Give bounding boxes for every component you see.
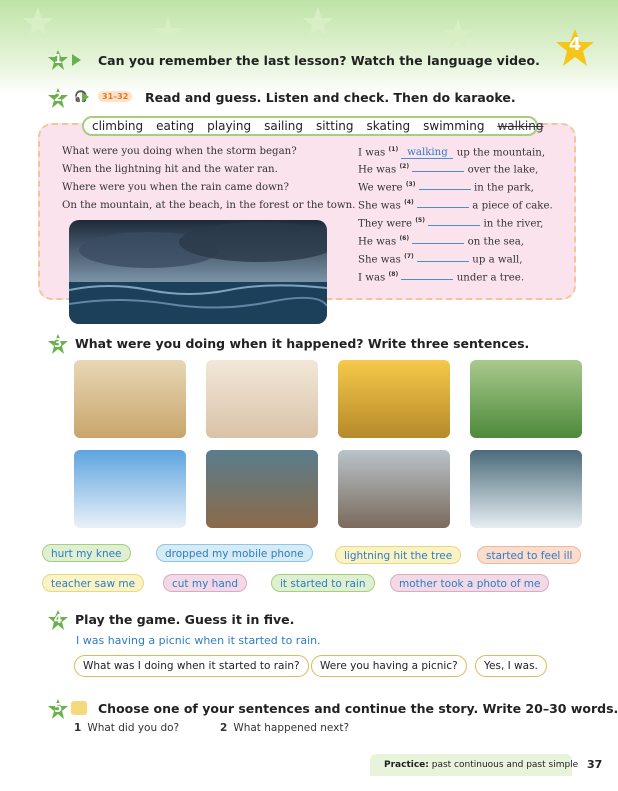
phrase-chip: it started to rain — [271, 574, 375, 592]
phrase-chip: cut my hand — [163, 574, 247, 592]
star-decoration: ★ — [150, 10, 186, 56]
gap-line: She was $^{(4)}$ a piece of cake. — [358, 199, 553, 212]
exercise-number-4: 4 — [48, 610, 68, 630]
headphones-icon: 🎧 — [74, 90, 88, 103]
gap-line: I was $^{(1)}$ walking up the mountain, — [358, 146, 546, 159]
audio-track-number: 31–32 — [98, 91, 132, 102]
speech-bubble: What was I doing when it started to rain? — [74, 655, 309, 677]
photo-two-boys — [338, 450, 450, 528]
word-bank-item: sitting — [315, 119, 354, 133]
speech-bubble: Were you having a picnic? — [311, 655, 467, 677]
question-item: 1 What did you do? — [74, 722, 180, 734]
unit-badge — [555, 28, 595, 68]
exercise-number-2: 2 — [48, 88, 68, 108]
speech-bubble: Yes, I was. — [475, 655, 547, 677]
star-decoration: ★ — [20, 0, 56, 46]
gap-line: He was $^{(2)}$ over the lake, — [358, 163, 539, 176]
answer-blank[interactable] — [419, 189, 471, 190]
answer-blank[interactable] — [412, 243, 464, 244]
gap-line: I was $^{(8)}$ under a tree. — [358, 271, 525, 284]
star-decoration: ★ — [440, 12, 476, 58]
phrase-chip: hurt my knee — [42, 544, 131, 562]
photo-woodwork — [206, 450, 318, 528]
exercise-3-title: What were you doing when it happened? Write three sentences. — [75, 336, 530, 351]
photo-skiing — [74, 450, 186, 528]
word-bank-item: eating — [156, 119, 195, 133]
exercise-4-title: Play the game. Guess it in five. — [75, 612, 295, 627]
word-bank-item: skating — [366, 119, 411, 133]
writing-icon — [71, 701, 87, 715]
exercise-5-title: Choose one of your sentences and continue the story. Write 20–30 words. — [98, 701, 618, 716]
example-sentence: I was having a picnic when it started to rain. — [76, 634, 321, 647]
phrase-chip: lightning hit the tree — [335, 546, 461, 564]
phrase-chip: started to feel ill — [477, 546, 581, 564]
photo-football — [470, 360, 582, 438]
storm-photo — [69, 220, 327, 324]
lyric-line: On the mountain, at the beach, in the forest or the town. — [62, 200, 356, 211]
exercise-number-5: 5 — [48, 699, 68, 719]
practice-footer: Practice: past continuous and past simple — [370, 754, 572, 776]
page-number: 37 — [587, 758, 603, 771]
word-bank-item: sailing — [264, 119, 303, 133]
answer-blank[interactable] — [412, 171, 464, 172]
exercise-number-3: 3 — [48, 334, 68, 354]
answer-blank[interactable]: walking — [401, 147, 453, 159]
gap-line: They were $^{(5)}$ in the river, — [358, 217, 544, 230]
gap-line: She was $^{(7)}$ up a wall, — [358, 253, 523, 266]
word-bank-item: swimming — [423, 119, 485, 133]
video-play-icon[interactable] — [72, 54, 81, 66]
gap-line: He was $^{(6)}$ on the sea, — [358, 235, 525, 248]
exercise-number-1: 1 — [48, 50, 68, 70]
gap-line: We were $^{(3)}$ in the park, — [358, 181, 534, 194]
phrase-chip: mother took a photo of me — [390, 574, 549, 592]
answer-blank[interactable] — [401, 279, 453, 280]
word-bank-item: climbing — [92, 119, 144, 133]
photo-school-bus — [338, 360, 450, 438]
answer-blank[interactable] — [428, 225, 480, 226]
phrase-chip: dropped my mobile phone — [156, 544, 313, 562]
phrase-chip: teacher saw me — [42, 574, 144, 592]
audio-play-icon[interactable] — [82, 92, 89, 102]
unit-number: 4 — [568, 34, 582, 55]
word-bank-item-used: walking — [497, 119, 544, 133]
answer-blank[interactable] — [417, 207, 469, 208]
star-decoration: ★ — [300, 0, 336, 46]
lyric-line: When the lightning hit and the water ran. — [62, 164, 278, 175]
exercise-1-title: Can you remember the last lesson? Watch the language video. — [98, 53, 540, 68]
photo-picnic-beach — [74, 360, 186, 438]
lyric-line: Where were you when the rain came down? — [62, 182, 289, 193]
exercise-2-title: Read and guess. Listen and check. Then do karaoke. — [145, 90, 516, 105]
photo-classroom — [206, 360, 318, 438]
answer-blank[interactable] — [417, 261, 469, 262]
photo-sledging — [470, 450, 582, 528]
word-bank — [82, 116, 544, 136]
word-bank-item: playing — [207, 119, 252, 133]
lyric-line: What were you doing when the storm began? — [62, 146, 297, 157]
question-item: 2 What happened next? — [220, 722, 350, 734]
